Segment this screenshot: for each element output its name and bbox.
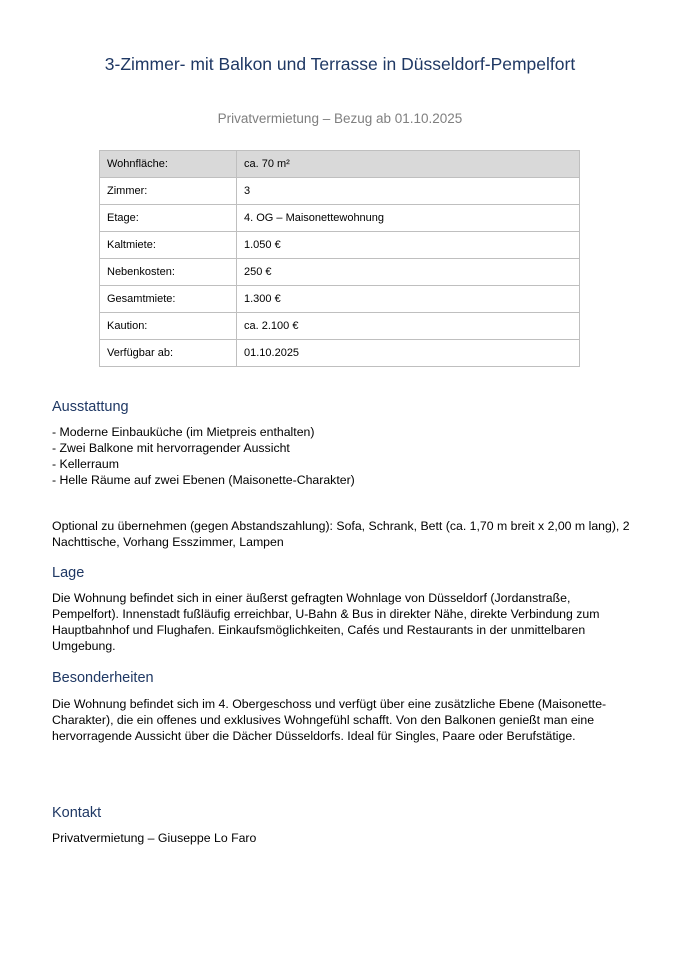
- ausstattung-list: [52, 424, 632, 488]
- optional-text: Optional zu übernehmen (gegen Abstandszahlung): Sofa, Schrank, Bett (ca. 1,70 m breit x 2,00 m lang), 2 Nachttische, Vorhang Esszimmer, Lampen: [52, 519, 630, 549]
- fact-value: 01.10.2025: [237, 340, 580, 367]
- fact-value: 1.300 €: [237, 286, 580, 313]
- table-row: [100, 313, 580, 340]
- table-row: [100, 232, 580, 259]
- table-row: [100, 340, 580, 367]
- table-row: [100, 178, 580, 205]
- fact-value: ca. 2.100 €: [237, 313, 580, 340]
- fact-label: Gesamtmiete:: [100, 286, 237, 313]
- heading-ausstattung: Ausstattung: [52, 399, 129, 415]
- fact-label: Zimmer:: [100, 178, 237, 205]
- table-row: [100, 286, 580, 313]
- fact-label: Wohnfläche:: [100, 151, 237, 178]
- fact-label: Kaltmiete:: [100, 232, 237, 259]
- list-item: - Kellerraum: [52, 457, 119, 471]
- heading-lage: Lage: [52, 565, 85, 581]
- page-subtitle: Privatvermietung – Bezug ab 01.10.2025: [217, 111, 463, 126]
- page-title: 3-Zimmer- mit Balkon und Terrasse in Düsseldorf-Pempelfort: [104, 54, 576, 74]
- fact-value: 1.050 €: [237, 232, 580, 259]
- lage-text: Die Wohnung befindet sich in einer äußerst gefragten Wohnlage von Düsseldorf (Jordanstraße, Pempelfort). Innenstadt fußläufig erreichbar, U-Bahn & Bus in direkter Nähe, direkte Verbindung zum Hauptbahnhof und Flughafen. Einkaufsmöglichkeiten, Cafés und Restaurants in der unmittelbaren Umgebung.: [52, 591, 600, 653]
- fact-value: ca. 70 m²: [237, 151, 580, 178]
- list-item: - Helle Räume auf zwei Ebenen (Maisonette-Charakter): [52, 473, 355, 487]
- fact-value: 250 €: [237, 259, 580, 286]
- heading-kontakt: Kontakt: [52, 805, 102, 821]
- facts-table: [99, 150, 580, 367]
- fact-value: 3: [237, 178, 580, 205]
- list-item: - Zwei Balkone mit hervorragender Aussicht: [52, 441, 290, 455]
- list-item: - Moderne Einbauküche (im Mietpreis enthalten): [52, 425, 315, 439]
- table-row: [100, 205, 580, 232]
- table-row: [100, 259, 580, 286]
- fact-label: Kaution:: [100, 313, 237, 340]
- fact-label: Etage:: [100, 205, 237, 232]
- heading-besonderheiten: Besonderheiten: [52, 670, 154, 686]
- table-row: [100, 151, 580, 178]
- kontakt-text: Privatvermietung – Giuseppe Lo Faro: [52, 831, 257, 845]
- fact-label: Verfügbar ab:: [100, 340, 237, 367]
- fact-value: 4. OG – Maisonettewohnung: [237, 205, 580, 232]
- fact-label: Nebenkosten:: [100, 259, 237, 286]
- besonderheiten-text: Die Wohnung befindet sich im 4. Obergeschoss und verfügt über eine zusätzliche Ebene (Maisonette-Charakter), die ein offenes und exklusives Wohngefühl schafft. Von den Balkonen genießt man eine hervorragende Aussicht über die Dächer Düsseldorfs. Ideal für Singles, Paare oder Berufstätige.: [52, 697, 607, 743]
